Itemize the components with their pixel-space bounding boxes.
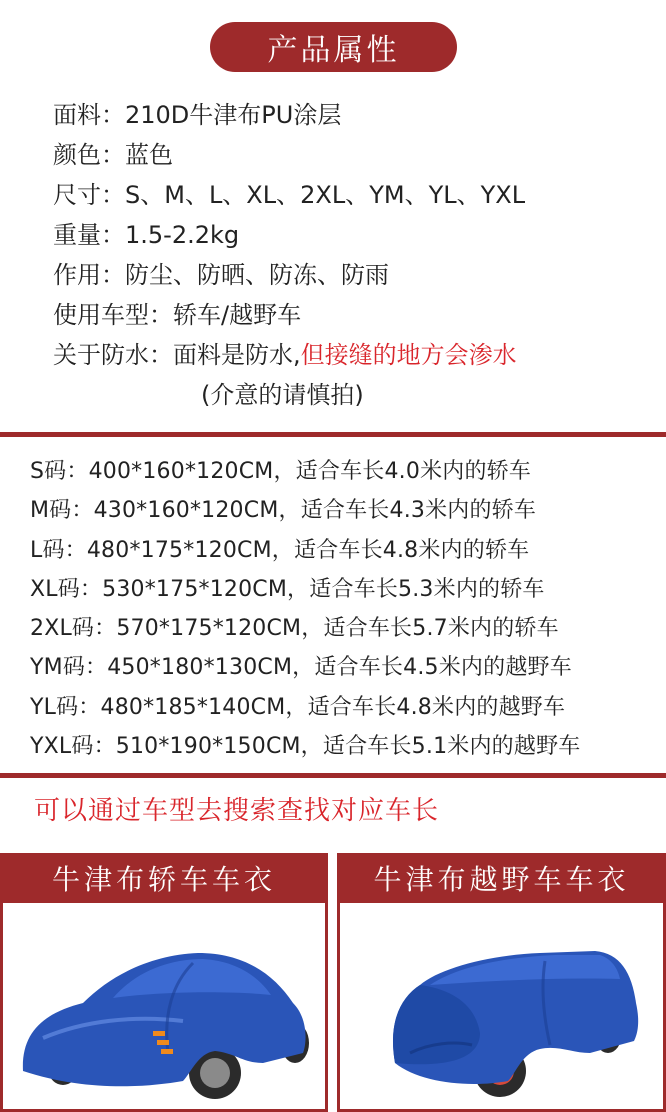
attribute-value: 防尘、防晒、防冻、防雨 bbox=[125, 261, 389, 289]
attribute-value: 面料是防水, bbox=[173, 341, 301, 369]
product-title-suv: 牛津布越野车车衣 bbox=[340, 853, 663, 903]
attribute-label: 重量 bbox=[53, 221, 101, 249]
attribute-value: 210D牛津布PU涂层 bbox=[125, 101, 342, 129]
attribute-value: 轿车/越野车 bbox=[173, 301, 302, 329]
attribute-label: 作用 bbox=[53, 261, 101, 289]
attribute-row-size: 尺寸：S、M、L、XL、2XL、YM、YL、YXL bbox=[53, 181, 526, 209]
size-row-m: M码：430*160*120CM，适合车长4.3米内的轿车 bbox=[30, 498, 537, 524]
size-row-l: L码：480*175*120CM，适合车长4.8米内的轿车 bbox=[30, 537, 530, 563]
section-title: 产品属性 bbox=[267, 33, 400, 68]
attribute-value: 蓝色 bbox=[125, 141, 173, 169]
attribute-row-usage: 作用：防尘、防晒、防冻、防雨 bbox=[53, 261, 389, 289]
section-divider-bottom bbox=[0, 773, 666, 778]
product-card-suv[interactable] bbox=[337, 853, 666, 1112]
suv-cover-image bbox=[340, 903, 663, 1109]
search-tip: 可以通过车型去搜索查找对应车长 bbox=[34, 796, 440, 826]
attribute-row-weight: 重量：1.5-2.2kg bbox=[53, 221, 240, 249]
size-row-xl: XL码：530*175*120CM，适合车长5.3米内的轿车 bbox=[30, 576, 545, 602]
attribute-value: S、M、L、XL、2XL、YM、YL、YXL bbox=[125, 181, 526, 209]
attribute-label: 关于防水 bbox=[53, 341, 149, 369]
attribute-value: 1.5-2.2kg bbox=[125, 221, 240, 249]
section-title-pill bbox=[210, 22, 457, 72]
product-title-sedan: 牛津布轿车车衣 bbox=[3, 853, 325, 903]
attributes-list bbox=[53, 95, 653, 415]
section-divider-top bbox=[0, 432, 666, 437]
attribute-row-vehicle-type: 使用车型：轿车/越野车 bbox=[53, 301, 302, 329]
attribute-row-waterproof: 关于防水：面料是防水,但接缝的地方会渗水 bbox=[53, 341, 517, 369]
product-card-sedan[interactable] bbox=[0, 853, 328, 1112]
attribute-label: 使用车型 bbox=[53, 301, 149, 329]
size-row-s: S码：400*160*120CM，适合车长4.0米内的轿车 bbox=[30, 459, 532, 484]
attribute-label: 颜色 bbox=[53, 141, 101, 169]
size-row-yxl: YXL码：510*190*150CM，适合车长5.1米内的越野车 bbox=[30, 734, 581, 760]
attribute-label: 面料 bbox=[53, 101, 101, 129]
attribute-label: 尺寸 bbox=[53, 181, 101, 209]
waterproof-warning: 但接缝的地方会渗水 bbox=[300, 341, 517, 369]
size-row-yl: YL码：480*185*140CM，适合车长4.8米内的越野车 bbox=[30, 694, 566, 720]
size-chart bbox=[30, 452, 660, 766]
size-row-ym: YM码：450*180*130CM，适合车长4.5米内的越野车 bbox=[30, 655, 572, 681]
sedan-cover-image bbox=[3, 903, 325, 1109]
size-row-2xl: 2XL码：570*175*120CM，适合车长5.7米内的轿车 bbox=[30, 616, 559, 642]
waterproof-note: (介意的请慎拍) bbox=[201, 381, 364, 409]
attribute-row-color: 颜色：蓝色 bbox=[53, 141, 173, 169]
attribute-row-fabric: 面料：210D牛津布PU涂层 bbox=[53, 101, 342, 129]
